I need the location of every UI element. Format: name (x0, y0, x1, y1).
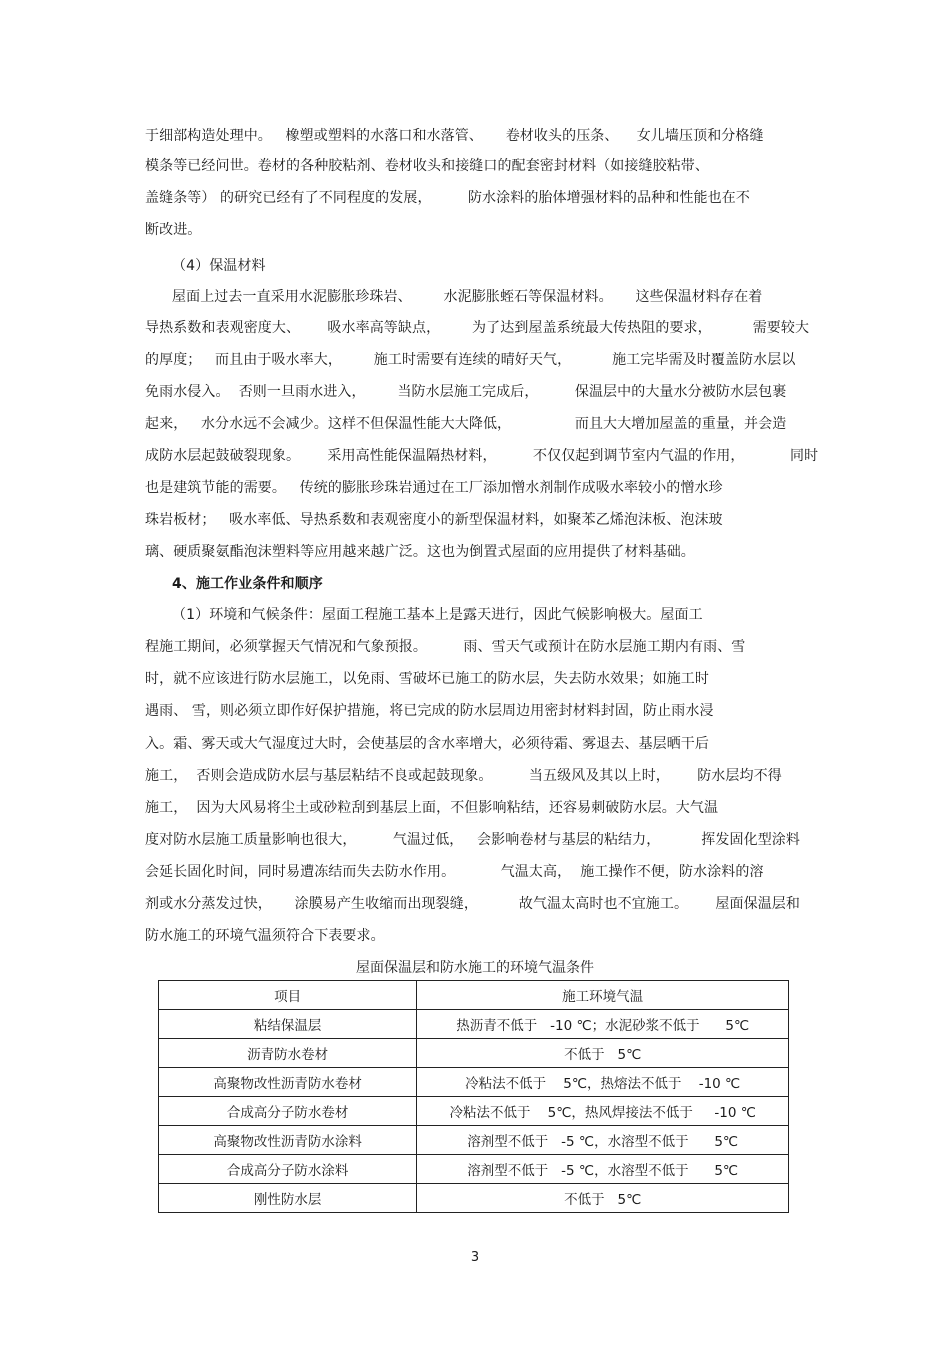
table-cell: 合成高分子防水卷材 (159, 1097, 417, 1126)
table-cell: 高聚物改性沥青防水卷材 (159, 1068, 417, 1097)
paragraph-line: 时，就不应该进行防水层施工，以免雨、雪破坏已施工的防水层，失去防水效果；如施工时 (145, 671, 709, 687)
table-cell: 溶剂型不低于 -5 ℃，水溶型不低于 5℃ (417, 1126, 789, 1155)
table-cell: 合成高分子防水涂料 (159, 1155, 417, 1184)
paragraph-line: 的厚度； 而且由于吸水率大， 施工时需要有连续的晴好天气， 施工完毕需及时覆盖防水层以 (145, 352, 796, 368)
table-row (159, 1184, 789, 1213)
paragraph-line: 程施工期间，必须掌握天气情况和气象预报。 雨、雪天气或预计在防水层施工期内有雨、雪 (145, 639, 746, 655)
paragraph-line: 免雨水侵入。 否则一旦雨水进入， 当防水层施工完成后， 保温层中的大量水分被防水层包裹 (145, 384, 787, 400)
table-row (159, 1010, 789, 1039)
paragraph-line: 入。霜、雾天或大气湿度过大时，会使基层的含水率增大，必须待霜、雾退去、基层晒干后 (145, 736, 709, 752)
table-cell: 不低于 5℃ (417, 1039, 789, 1068)
column-header: 施工环境气温 (417, 981, 789, 1010)
paragraph-line: 成防水层起鼓破裂现象。 采用高性能保温隔热材料， 不仅仅起到调节室内气温的作用， 同时 (145, 448, 819, 464)
table-cell: 热沥青不低于 -10 ℃；水泥砂浆不低于 5℃ (417, 1010, 789, 1039)
paragraph-line: 起来， 水分水远不会减少。这样不但保温性能大大降低， 而且大大增加屋盖的重量，并会造 (145, 416, 787, 432)
table-row (159, 1097, 789, 1126)
table-cell: 高聚物改性沥青防水涂料 (159, 1126, 417, 1155)
paragraph-line: 防水施工的环境气温须符合下表要求。 (145, 928, 385, 944)
table-row (159, 1039, 789, 1068)
table-cell: 沥青防水卷材 (159, 1039, 417, 1068)
table-cell: 冷粘法不低于 5℃，热风焊接法不低于 -10 ℃ (417, 1097, 789, 1126)
table-cell: 刚性防水层 (159, 1184, 417, 1213)
table-row (159, 1126, 789, 1155)
paragraph-line: 也是建筑节能的需要。 传统的膨胀珍珠岩通过在工厂添加憎水剂制作成吸水率较小的憎水珍 (145, 480, 723, 496)
paragraph-line: 模条等已经问世。卷材的各种胶粘剂、卷材收头和接缝口的配套密封材料（如接缝胶粘带、 (145, 158, 709, 174)
temperature-table (158, 980, 789, 1213)
table-header-row (159, 981, 789, 1010)
paragraph-line: 遇雨、 雪，则必须立即作好保护措施，将已完成的防水层周边用密封材料封固，防止雨水浸 (145, 703, 714, 719)
paragraph-line: 施工， 否则会造成防水层与基层粘结不良或起鼓现象。 当五级风及其以上时， 防水层均不得 (145, 768, 782, 784)
paragraph-line: 施工， 因为大风易将尘土或砂粒刮到基层上面，不但影响粘结，还容易刺破防水层。大气温 (145, 800, 719, 816)
table-cell: 溶剂型不低于 -5 ℃，水溶型不低于 5℃ (417, 1155, 789, 1184)
paragraph-line: 度对防水层施工质量影响也很大， 气温过低， 会影响卷材与基层的粘结力， 挥发固化型涂料 (145, 832, 801, 848)
paragraph-line: 珠岩板材； 吸水率低、导热系数和表观密度小的新型保温材料，如聚苯乙烯泡沫板、泡沫玻 (145, 512, 723, 528)
table-cell: 不低于 5℃ (417, 1184, 789, 1213)
paragraph-line: 璃、硬质聚氨酯泡沫塑料等应用越来越广泛。这也为倒置式屋面的应用提供了材料基础。 (145, 544, 695, 560)
section-heading: （4）保温材料 (172, 258, 266, 274)
paragraph-line: （1）环境和气候条件：屋面工程施工基本上是露天进行，因此气候影响极大。屋面工 (172, 607, 703, 623)
paragraph-line: 盖缝条等） 的研究已经有了不同程度的发展， 防水涂料的胎体增强材料的品种和性能也在不 (145, 190, 750, 206)
table-caption: 屋面保温层和防水施工的环境气温条件 (356, 960, 594, 976)
paragraph-line: 导热系数和表观密度大、 吸水率高等缺点， 为了达到屋盖系统最大传热阻的要求， 需要较大 (145, 320, 810, 336)
paragraph-line: 屋面上过去一直采用水泥膨胀珍珠岩、 水泥膨胀蛭石等保温材料。 这些保温材料存在着 (172, 289, 763, 305)
paragraph-line: 于细部构造处理中。 橡塑或塑料的水落口和水落管、 卷材收头的压条、 女儿墙压顶和分格缝 (145, 128, 764, 144)
paragraph-line: 断改进。 (145, 222, 202, 238)
table-cell: 粘结保温层 (159, 1010, 417, 1039)
table-row (159, 1068, 789, 1097)
table-cell: 冷粘法不低于 5℃，热熔法不低于 -10 ℃ (417, 1068, 789, 1097)
paragraph-line: 剂或水分蒸发过快， 涂膜易产生收缩而出现裂缝， 故气温太高时也不宜施工。 屋面保温层和 (145, 896, 801, 912)
page-number: 3 (470, 1250, 480, 1265)
section-heading: 4、施工作业条件和顺序 (172, 576, 323, 592)
paragraph-line: 会延长固化时间，同时易遭冻结而失去防水作用。 气温太高， 施工操作不便，防水涂料的溶 (145, 864, 764, 880)
table-row (159, 1155, 789, 1184)
column-header: 项目 (159, 981, 417, 1010)
